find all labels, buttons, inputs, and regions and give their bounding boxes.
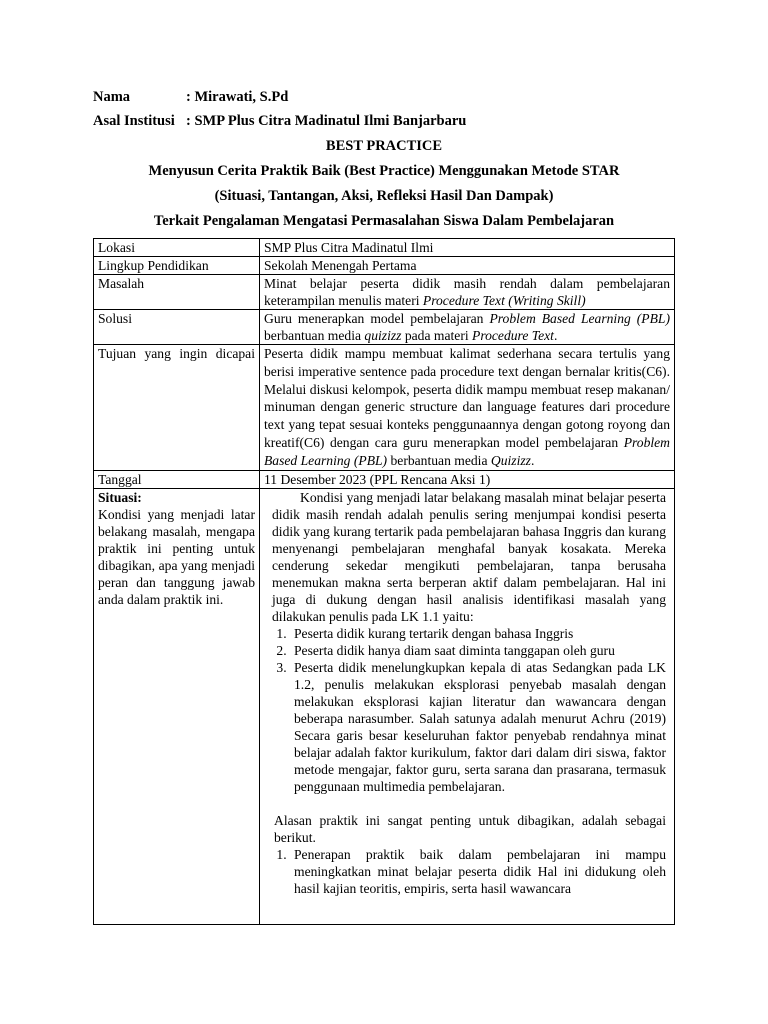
nama-label: Nama [93,89,131,105]
list-item: 3. Peserta didik menelungkupkan kepala di atas Sedangkan pada LK 1.2, penulis melakukan eksplorasi penyebab masalah dengan melakukan eksplorasi kajian literatur dan wawancara dengan beberapa narasumber. Salah satunya adalah menurut Achru (2019) Secara garis besar keseluruhan faktor penyebab rendahnya minat belajar adalah faktor kurikulum, faktor dari dalam diri siswa, faktor metode mengajar, faktor guru, serta sarana dan prasarana, termasuk penggunaan multimedia pembelajaran. [290,659,666,795]
situasi-content-clip [266,489,666,924]
situasi-cell [94,488,260,924]
table-row [94,257,675,275]
document-subtitle-topic: Terkait Pengalaman Mengatasi Permasalahan Siswa Dalam Pembelajaran [153,213,615,229]
tujuan-text-italic: Problem Based Learning (PBL) [264,434,670,468]
institusi-value: : SMP Plus Citra Madinatul Ilmi Banjarbaru [186,113,467,129]
masalah-text-italic: Procedure Text (Writing Skill) [422,293,586,308]
tujuan-text: Peserta didik mampu membuat kalimat sederhana secara tertulis yang berisi imperative sentence pada procedure text dengan bernalar kritis(C6). Melalui diskusi kelompok, peserta didik mampu membuat resep makanan/ minuman dengan generic structure dan language features dari procedure text yang tepat sesuai konteks penggunaannya dengan gotong royong dan kreatif(C6) dengan cara guru menerapkan model pembelajaran [264,346,670,450]
situasi-list [266,625,666,795]
tujuan-label: Tujuan yang ingin dicapai [94,345,260,471]
best-practice-table [93,238,675,925]
situasi-content [260,488,675,924]
solusi-label: Solusi [94,310,260,345]
tujuan-value [260,345,675,471]
solusi-text-italic: Problem Based Learning (PBL) [489,311,670,326]
tanggal-label: Tanggal [94,470,260,488]
solusi-value [260,310,675,345]
table-row [94,470,675,488]
situasi-paragraph-reasons: Alasan praktik ini sangat penting untuk dibagikan, adalah sebagai berikut. [274,812,666,845]
document-subtitle-star: (Situasi, Tantangan, Aksi, Refleksi Hasil Dan Dampak) [214,188,554,204]
document-subtitle: Menyusun Cerita Praktik Baik (Best Practice) Menggunakan Metode STAR [148,163,620,179]
table-row [94,275,675,310]
situasi-description: Kondisi yang menjadi latar belakang masalah, mengapa praktik ini penting untuk dibagikan, apa yang menjadi peran dan tanggung jawab anda dalam praktik ini. [98,506,255,607]
situasi-label: Situasi: [98,489,142,505]
lokasi-label: Lokasi [94,239,260,257]
solusi-text-italic: Procedure Text [472,328,554,343]
tujuan-text: berbantuan media [387,452,491,468]
masalah-text: Minat belajar peserta didik masih rendah dalam pembelajaran keterampilan menulis materi [264,276,670,308]
document-title: BEST PRACTICE [325,138,443,154]
lingkup-label: Lingkup Pendidikan [94,257,260,275]
lokasi-value: SMP Plus Citra Madinatul Ilmi [260,239,675,257]
table-row [94,345,675,471]
list-item: 1. Peserta didik kurang tertarik dengan bahasa Inggris [290,625,666,642]
table-row [94,488,675,924]
solusi-text-italic: quizizz [364,328,402,343]
table-row [94,239,675,257]
masalah-value [260,275,675,310]
nama-row [93,89,288,106]
list-item: 2. Peserta didik hanya diam saat diminta tanggapan oleh guru [290,642,666,659]
tanggal-value: 11 Desember 2023 (PPL Rencana Aksi 1) [260,470,675,488]
lingkup-value: Sekolah Menengah Pertama [260,257,675,275]
solusi-text: berbantuan media [264,328,365,343]
situasi-paragraph: Kondisi yang menjadi latar belakang masalah minat belajar peserta didik masih rendah adalah penulis sering menjumpai kondisi peserta didik yang kurang tertarik pada pembelajaran bahasa Inggris dan kurang menyenangi pembelajaran menghafal banyak kosakata. Mereka cenderung sekedar mengikuti pembelajaran, tanpa berusaha menemukan makna serta berperan aktif dalam pembelajaran. Hal ini juga di dukung dengan hasil analisis identifikasi masalah yang dilakukan penulis pada LK 1.1 yaitu: [272,489,666,624]
institusi-label: Asal Institusi [93,113,175,129]
table-row [94,310,675,345]
solusi-text: pada materi [401,328,473,343]
list-item: 1. Penerapan praktik baik dalam pembelajaran ini mampu meningkatkan minat belajar peserta didik Hal ini didukung oleh hasil kajian teoritis, empiris, serta hasil wawancara [290,846,666,897]
nama-value: : Mirawati, S.Pd [186,89,289,105]
tujuan-text-italic: Quizizz [490,452,531,468]
situasi-list-reasons [266,846,666,897]
institusi-row [93,113,466,130]
solusi-text: Guru menerapkan model pembelajaran [264,311,490,326]
masalah-label: Masalah [94,275,260,310]
solusi-text: . [553,328,558,343]
tujuan-text: . [530,452,535,468]
